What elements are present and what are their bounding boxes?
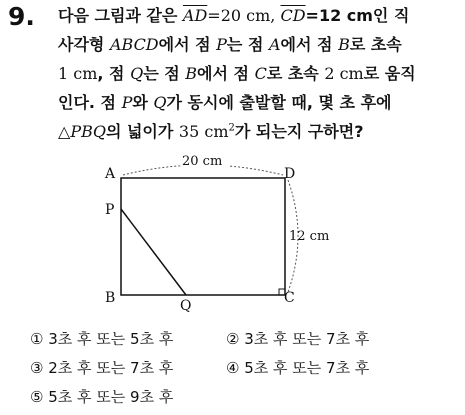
stem-text: 로 초속 (349, 35, 402, 54)
rectangle-abcd (121, 178, 285, 295)
stem-text: =20 cm, (207, 6, 281, 25)
choice-mark: ⑤ (30, 388, 44, 406)
stem-text: 는 점 (143, 64, 186, 83)
stem-text: 에서 점 (197, 64, 255, 83)
point-name: B (338, 35, 350, 54)
choice-mark: ③ (30, 359, 44, 377)
dimension-label-ad: 20 cm (182, 154, 223, 169)
choice-1[interactable] (30, 327, 173, 351)
point-name: A (268, 35, 281, 54)
choice-5[interactable] (30, 385, 173, 409)
stem-text: 다음 그림과 같은 (58, 6, 183, 25)
stem-line-5 (58, 119, 364, 145)
stem-line-4 (58, 90, 392, 116)
choice-text: 5초 후 또는 9초 후 (48, 388, 174, 406)
choice-text: 3초 후 또는 5초 후 (48, 330, 174, 348)
triangle-symbol: △ (58, 122, 71, 141)
choice-mark: ② (226, 330, 240, 348)
point-name: P (216, 35, 227, 54)
stem-line-2 (58, 32, 402, 58)
speed-value: 2 cm (324, 64, 364, 83)
stem-text: 는 점 (226, 35, 269, 54)
stem-text: =12 cm인 직 (305, 6, 410, 25)
stem-text: 로 움직 (363, 64, 416, 83)
vertex-label-d: D (284, 166, 296, 182)
stem-text: 사각형 (58, 35, 110, 54)
choice-2[interactable] (226, 327, 369, 351)
rectangle-figure (95, 150, 330, 315)
stem-text: 에서 점 (158, 35, 217, 54)
area-exponent: 2 (228, 122, 235, 134)
choice-text: 3초 후 또는 7초 후 (244, 330, 370, 348)
point-name: Q (130, 64, 144, 83)
question-number: 9. (8, 2, 35, 31)
choice-4[interactable] (226, 356, 369, 380)
stem-text: 가 동시에 출발할 때, 몇 초 후에 (166, 93, 392, 112)
stem-text: 가 되는지 구하면? (234, 122, 364, 141)
choice-mark: ① (30, 330, 44, 348)
point-name: B (185, 64, 198, 83)
point-name: Q (153, 93, 167, 112)
speed-value: 1 cm (58, 64, 98, 83)
stem-line-1 (58, 3, 409, 29)
point-label-p: P (105, 202, 115, 218)
segment-ad: $\overline{AD}$ (182, 6, 208, 25)
area-value: 35 cm (178, 122, 229, 141)
point-label-q: Q (180, 298, 192, 314)
rectangle-name: ABCD (109, 35, 159, 54)
segment-cd: $\overline{CD}$ (280, 6, 306, 25)
stem-text: 의 넓이가 (105, 122, 179, 141)
segment-pq (121, 209, 186, 295)
stem-text: 로 초속 (266, 64, 325, 83)
choice-text: 2초 후 또는 7초 후 (48, 359, 174, 377)
vertex-label-b: B (105, 290, 116, 306)
stem-text: , 점 (97, 64, 131, 83)
choice-text: 5초 후 또는 7초 후 (244, 359, 370, 377)
triangle-name: PBQ (70, 122, 106, 141)
point-name: P (121, 93, 133, 112)
stem-text: 와 (132, 93, 154, 112)
stem-text: 인다. 점 (58, 93, 122, 112)
dimension-label-cd: 12 cm (289, 229, 330, 244)
choice-mark: ④ (226, 359, 240, 377)
point-name: C (254, 64, 267, 83)
stem-text: 에서 점 (280, 35, 339, 54)
stem-line-3 (58, 61, 416, 87)
vertex-label-a: A (105, 166, 116, 182)
vertex-label-c: C (284, 290, 295, 306)
choice-3[interactable] (30, 356, 173, 380)
